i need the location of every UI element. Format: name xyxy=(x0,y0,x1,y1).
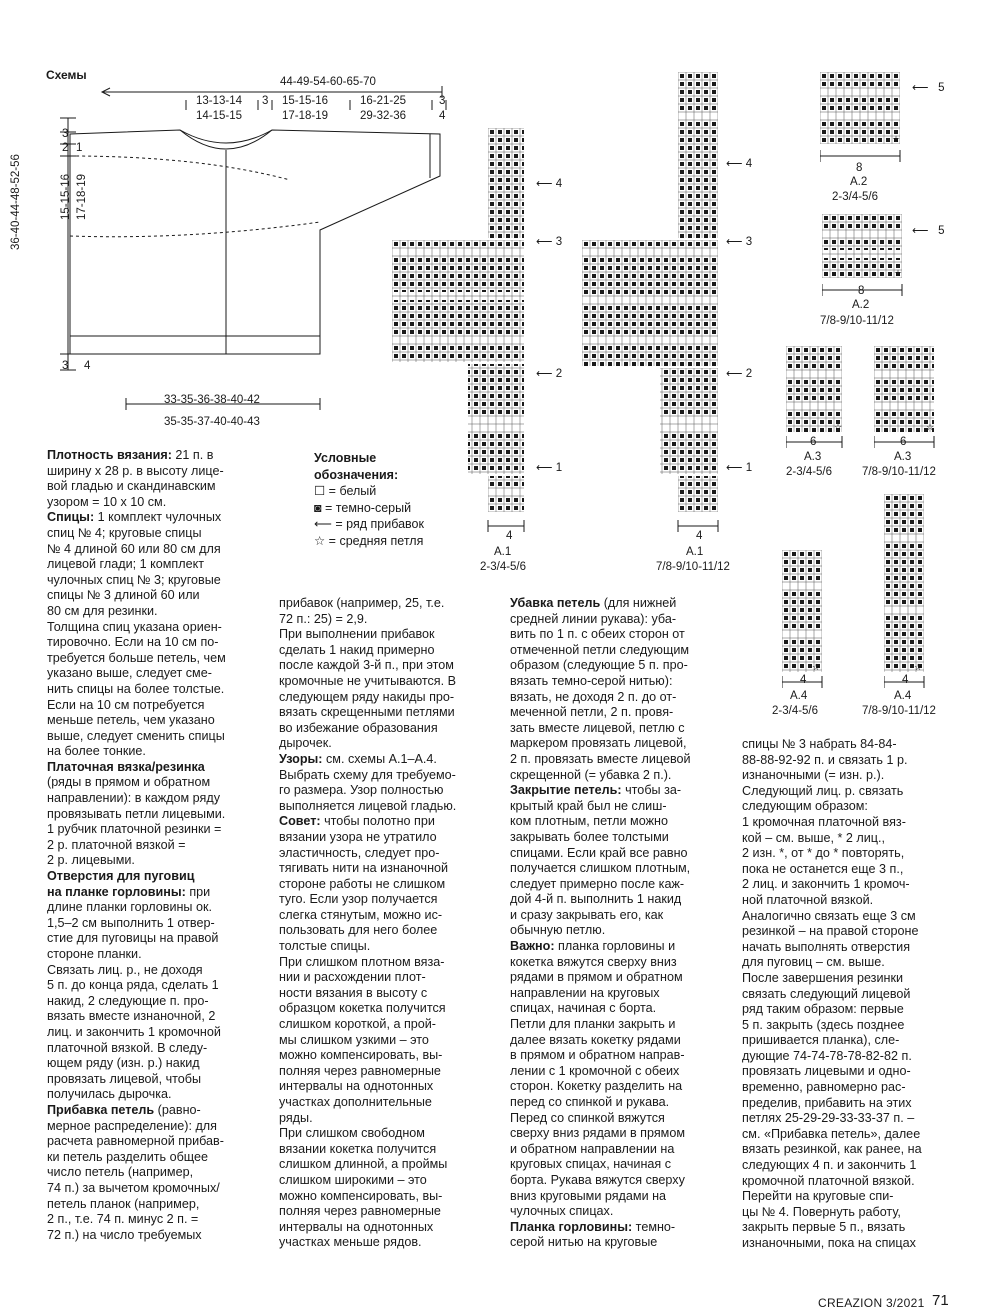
a2-large-sizes: 7/8-9/10-11/12 xyxy=(820,315,894,327)
dim-bottom-a: 33-35-36-38-40-42 xyxy=(164,394,260,406)
a2-small-width: 8 xyxy=(856,162,863,174)
legend-title: Условные обозначения: xyxy=(314,451,399,482)
a1-small-marker-2: ⟵ 2 xyxy=(536,368,563,380)
svg-text:☆: ☆ xyxy=(894,268,903,278)
svg-text:☆: ☆ xyxy=(926,422,935,432)
text-column-4: спицы № 3 набрать 84-84- 88-88-92-92 п. и связать 1 р. изнаночными (= изн. р.). Следующий лиц. р. связать следующим образом: 1 кромочная платочной вяз- кой – см. выше, * 2 лиц., 2 изн. *, от * до * повторять, пока не останется еще 3 п., 2 лиц. и закончить 1 кромоч- ной платочной вязкой. Аналогично связать еще 3 см резинкой – на правой стороне начать выполнять отверстия для пуговиц – см. выше. После завершения резинки связать следующий лицевой ряд таким образом: первые 5 п. закрыть (здесь позднее пришивается планка), сле- дующие 74-74-78-78-82-82 п. провязать лицевыми и одно- временно, равномерно рас- пределив, прибавить на этих петлях 25-29-29-33-33-37 п. – см. «Прибавка петель», далее вязать резинкой, как ранее, на следующих 4 п. и закончить 1 кромочной платочной вязкой. Перейти на круговые спи- цы № 4. Повернуть работу, закрыть первые 5 п., вязать изнаночными, пока на спицах xyxy=(742,737,922,1250)
a1-large-sizes: 7/8-9/10-11/12 xyxy=(656,561,730,573)
legend-white: ☐ = белый xyxy=(314,484,377,498)
a4-small-width: 4 xyxy=(800,674,807,686)
chart-a1-large xyxy=(582,72,722,548)
svg-text:☆: ☆ xyxy=(834,422,843,432)
a1-small-marker-4: ⟵ 4 xyxy=(536,178,563,190)
dim-top-total: 44-49-54-60-65-70 xyxy=(280,76,376,88)
dim-left-top1: 3 xyxy=(62,128,69,140)
a3-large-width: 6 xyxy=(900,436,907,448)
a2-small-name: A.2 xyxy=(850,176,868,188)
a1-small-sizes: 2-3/4-5/6 xyxy=(480,561,527,573)
dim-top-b: 15-15-16 xyxy=(282,95,329,107)
a1-small-width: 4 xyxy=(506,530,513,542)
a4-large-width: 4 xyxy=(902,674,909,686)
a4-large-sizes: 7/8-9/10-11/12 xyxy=(862,705,936,717)
a4-large-name: A.4 xyxy=(894,690,912,702)
legend-grey: ◙ = темно-серый xyxy=(314,500,412,515)
svg-text:☆: ☆ xyxy=(892,134,901,144)
dim-left-total: 36-40-44-48-52-56 xyxy=(10,154,22,250)
a3-small-name: A.3 xyxy=(804,451,822,463)
a3-small-sizes: 2-3/4-5/6 xyxy=(786,466,833,478)
a2-small-marker: ⟵ 5 xyxy=(912,82,945,94)
a1-small-marker-3: ⟵ 3 xyxy=(536,236,563,248)
text-column-2: прибавок (например, 25, т.е. 72 п.: 25) = 2,9. При выполнении прибавок сделать 1 накид примерно после каждой 3-й п., при этом кромочные не учитываются. В следующем ряду накиды про- вязать скрещенными петлями во избежание образования дырочек. Узоры: см. схемы А.1–А.4. Выбрать схему для требуемо- го размера. Узор полностью выполняется лицевой гладью. Совет: чтобы полотно при вязании узора не утратило эластичность, следует про- тягивать нити на изнаночной стороне работы не слишком туго. Если узор получается слегка стянутым, можно ис- пользовать для него более толстые спицы. При слишком плотном вяза- нии и расхождении плот- ности вязания в высоту с образцом кокетка получится слишком короткой, а прой- мы слишком узкими – это можно компенсировать, вы- полняя через равномерные интервалы на однотонных участках дополнительные ряды. При слишком свободном вязании кокетка получится слишком длинной, а проймы слишком широкими – это можно компенсировать, вы- полняя через равномерные интервалы на однотонных участках меньше рядов. xyxy=(279,596,457,1250)
dim-top-end2: 4 xyxy=(439,110,446,122)
a3-small-width: 6 xyxy=(810,436,817,448)
legend-increase: ⟵ = ряд прибавок xyxy=(314,517,424,531)
dim-top-a: 13-13-14 xyxy=(196,95,243,107)
dim-left-yoke: 15-15-16 xyxy=(60,173,72,220)
a4-small-sizes: 2-3/4-5/6 xyxy=(772,705,819,717)
a1-large-marker-4: ⟵ 4 xyxy=(726,158,753,170)
chart-a3-large xyxy=(874,346,936,450)
a1-small-name: A.1 xyxy=(494,546,512,558)
page-number: 71 xyxy=(932,1292,949,1309)
dim-left-bottom2: 4 xyxy=(84,360,91,372)
a4-small-name: A.4 xyxy=(790,690,808,702)
dim-left-top2: 2 xyxy=(62,142,69,154)
dim-top-c2: 29-32-36 xyxy=(360,110,407,122)
chart-a4-small xyxy=(782,550,826,690)
chart-a2-large xyxy=(822,214,912,298)
chart-a1-small xyxy=(392,128,532,548)
a2-large-name: A.2 xyxy=(852,299,870,311)
dim-top-b2: 17-18-19 xyxy=(282,110,329,122)
dim-left-top3: 1 xyxy=(76,142,83,154)
dim-top-c: 16-21-25 xyxy=(360,95,407,107)
dim-top-gap: 3 xyxy=(262,95,269,107)
magazine-name: CREAZION 3/2021 xyxy=(818,1296,925,1310)
dim-bottom-b: 35-35-37-40-40-43 xyxy=(164,416,260,428)
a1-large-width: 4 xyxy=(696,530,703,542)
svg-text:☆: ☆ xyxy=(812,662,821,672)
chart-a2-small xyxy=(820,72,910,168)
a3-large-name: A.3 xyxy=(894,451,912,463)
a3-large-sizes: 7/8-9/10-11/12 xyxy=(862,466,936,478)
a1-large-marker-1: ⟵ 1 xyxy=(726,462,753,474)
a2-small-sizes: 2-3/4-5/6 xyxy=(832,191,879,203)
a2-large-width: 8 xyxy=(858,285,865,297)
a1-large-marker-2: ⟵ 2 xyxy=(726,368,753,380)
dim-top-a2: 14-15-15 xyxy=(196,110,243,122)
chart-a3-small xyxy=(786,346,848,450)
a1-large-marker-3: ⟵ 3 xyxy=(726,236,753,248)
a2-large-marker: ⟵ 5 xyxy=(912,225,945,237)
page-title: Схемы xyxy=(46,68,87,82)
a1-large-name: A.1 xyxy=(686,546,704,558)
svg-text:☆: ☆ xyxy=(914,662,923,672)
dim-left-yoke2: 17-18-19 xyxy=(76,173,88,220)
chart-a4-large xyxy=(884,494,928,690)
dim-top-end: 3 xyxy=(439,95,446,107)
text-column-3: Убавка петель (для нижней средней линии рукава): уба- вить по 1 п. с обеих сторон от отмеченной петли следующим образом (следующие 5 п. про- вязать темно-серой нитью): вязать, не доходя 2 п. до от- меченной петли, 2 п. провя- зать вместе лицевой, петлю с маркером провязать лицевой, 2 п. провязать вместе лицевой скрещенной (= убавка 2 п.). Закрытие петель: чтобы за- крытый край был не слиш- ком плотным, петли можно закрывать более толстыми спицами. Если край все равно получается слишком плотным, следует примерно после каж- дой 4-й п. выполнить 1 накид и сразу закрывать его, как обычную петлю. Важно: планка горловины и кокетка вяжутся сверху вниз рядами в прямом и обратном направлении на круговых спицах, начиная с борта. Петли для планки закрыть и далее вязать кокетку рядами в прямом и обратном направ- лении с 1 кромочной с обеих сторон. Кокетку разделить на перед со спинкой и рукава. Перед со спинкой вяжутся сверху вниз рядами в прямом и обратном направлении на круговых спицах, начиная с борта. Рукава вяжутся сверху вниз круговыми рядами на чулочных спицах. Планка горловины: темно- серой нитью на круговые xyxy=(510,596,691,1250)
dim-left-bottom1: 3 xyxy=(62,360,69,372)
text-column-1: Плотность вязания: 21 п. в ширину х 28 р. в высоту лице- вой гладью и скандинавским узором = 10 х 10 см. Спицы: 1 комплект чулочных спиц № 4; круговые спицы № 4 длиной 60 или 80 см для лицевой глади; 1 комплект чулочных спиц № 3; круговые спицы № 3 длиной 60 или 80 см для резинки. Толщина спиц указана ориен- тировочно. Если на 10 см по- требуется больше петель, чем указано выше, следует сме- нить спицы на более толстые. Если на 10 см потребуется меньше петель, чем указано выше, следует сменить спицы на более тонкие. Платочная вязка/резинка (ряды в прямом и обратном направлении): в каждом ряду провязывать петли лицевыми. 1 рубчик платочной резинки = 2 р. платочной вязкой = 2 р. лицевыми. Отверстия для пуговиц на планке горловины: при длине планки горловины ок. 1,5–2 см выполнить 1 отвер- стие для пуговицы на правой стороне планки. Связать лиц. р., не доходя 5 п. до конца ряда, сделать 1 накид, 2 следующие п. про- вязать вместе изнаночной, 2 лиц. и закончить 1 кромочной платочной вязкой. В следу- ющем ряду (изн. р.) накид провязать лицевой, чтобы получилась дырочка. Прибавка петель (равно- мерное распределение): для расчета равномерной прибав- ки петель разделить общее число петель (например, 74 п.) за вычетом кромочных/ петель планок (например, 2 п., т.е. 74 п. минус 2 п. = 72 п.) на число требуемых xyxy=(47,448,226,1242)
a1-small-marker-1: ⟵ 1 xyxy=(536,462,563,474)
legend-center: ☆ = средняя петля xyxy=(314,533,424,548)
